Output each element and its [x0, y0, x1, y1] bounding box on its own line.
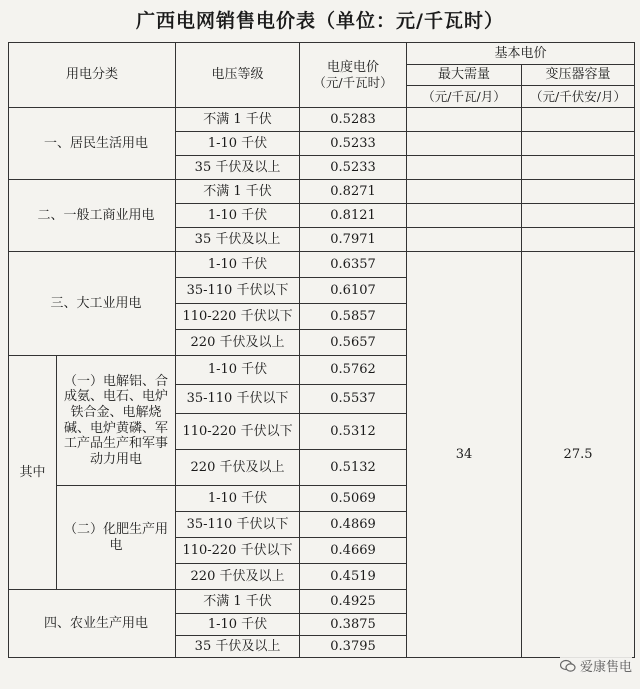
empty-cell [407, 132, 522, 156]
price-cell: 0.4669 [300, 538, 407, 564]
table-row [9, 252, 635, 278]
price-cell: 0.5657 [300, 330, 407, 356]
empty-cell [522, 180, 635, 204]
voltage-cell: 1-10 千伏 [176, 132, 300, 156]
table-title: 广西电网销售电价表（单位：元/千瓦时） [136, 10, 504, 32]
max-demand-price: 34 [407, 252, 522, 658]
voltage-cell: 220 千伏及以上 [176, 450, 300, 486]
price-cell: 0.5857 [300, 304, 407, 330]
header-voltage: 电压等级 [176, 43, 300, 108]
empty-cell [407, 108, 522, 132]
voltage-cell: 不满 1 千伏 [176, 180, 300, 204]
header-price [300, 43, 407, 108]
wechat-icon [560, 659, 576, 673]
price-cell: 0.5537 [300, 385, 407, 414]
voltage-cell: 35-110 千伏以下 [176, 278, 300, 304]
category-residential: 一、居民生活用电 [9, 108, 176, 180]
subcategory-special-industry: （一）电解铝、合成氨、电石、电炉铁合金、电解烧碱、电炉黄磷、军工产品生产和军事动力用电 [57, 356, 176, 486]
voltage-cell: 1-10 千伏 [176, 486, 300, 512]
header-max-demand-unit: （元/千瓦/月） [407, 86, 522, 108]
voltage-cell: 1-10 千伏 [176, 204, 300, 228]
tariff-table [8, 42, 635, 658]
voltage-cell: 220 千伏及以上 [176, 330, 300, 356]
price-cell: 0.5233 [300, 132, 407, 156]
voltage-cell: 不满 1 千伏 [176, 108, 300, 132]
empty-cell [522, 204, 635, 228]
header-basic: 基本电价 [407, 43, 635, 65]
empty-cell [407, 180, 522, 204]
price-cell: 0.6357 [300, 252, 407, 278]
price-cell: 0.8121 [300, 204, 407, 228]
price-cell: 0.3875 [300, 614, 407, 636]
empty-cell [522, 156, 635, 180]
price-cell: 0.5069 [300, 486, 407, 512]
price-cell: 0.7971 [300, 228, 407, 252]
category-commercial: 二、一般工商业用电 [9, 180, 176, 252]
price-cell: 0.8271 [300, 180, 407, 204]
price-cell: 0.5233 [300, 156, 407, 180]
empty-cell [407, 204, 522, 228]
transformer-price: 27.5 [522, 252, 635, 658]
voltage-cell: 35 千伏及以上 [176, 636, 300, 658]
voltage-cell: 35 千伏及以上 [176, 156, 300, 180]
empty-cell [407, 228, 522, 252]
header-price-title: 电度电价 [327, 59, 380, 75]
category-among: 其中 [9, 356, 57, 590]
voltage-cell: 35 千伏及以上 [176, 228, 300, 252]
price-cell: 0.5312 [300, 414, 407, 450]
voltage-cell: 110-220 千伏以下 [176, 414, 300, 450]
header-row-1 [9, 43, 635, 65]
header-transformer-unit: （元/千伏安/月） [522, 86, 635, 108]
price-cell: 0.4869 [300, 512, 407, 538]
category-large-industry: 三、大工业用电 [9, 252, 176, 356]
price-cell: 0.5283 [300, 108, 407, 132]
voltage-cell: 35-110 千伏以下 [176, 385, 300, 414]
empty-cell [522, 108, 635, 132]
price-cell: 0.3795 [300, 636, 407, 658]
voltage-cell: 1-10 千伏 [176, 252, 300, 278]
category-agriculture: 四、农业生产用电 [9, 590, 176, 658]
empty-cell [407, 156, 522, 180]
voltage-cell: 110-220 千伏以下 [176, 304, 300, 330]
header-price-unit: （元/千瓦时） [313, 75, 393, 91]
price-cell: 0.4519 [300, 564, 407, 590]
voltage-cell: 1-10 千伏 [176, 614, 300, 636]
price-cell: 0.4925 [300, 590, 407, 614]
watermark-text: 爱康售电 [579, 660, 632, 675]
voltage-cell: 1-10 千伏 [176, 356, 300, 385]
watermark [560, 656, 632, 675]
subcategory-fertilizer: （二）化肥生产用电 [57, 486, 176, 590]
header-max-demand: 最大需量 [407, 65, 522, 86]
price-cell: 0.5132 [300, 450, 407, 486]
price-cell: 0.5762 [300, 356, 407, 385]
voltage-cell: 不满 1 千伏 [176, 590, 300, 614]
price-cell: 0.6107 [300, 278, 407, 304]
empty-cell [522, 228, 635, 252]
header-transformer: 变压器容量 [522, 65, 635, 86]
voltage-cell: 35-110 千伏以下 [176, 512, 300, 538]
header-category: 用电分类 [9, 43, 176, 108]
voltage-cell: 220 千伏及以上 [176, 564, 300, 590]
table-row [9, 108, 635, 132]
table-row [9, 180, 635, 204]
empty-cell [522, 132, 635, 156]
voltage-cell: 110-220 千伏以下 [176, 538, 300, 564]
